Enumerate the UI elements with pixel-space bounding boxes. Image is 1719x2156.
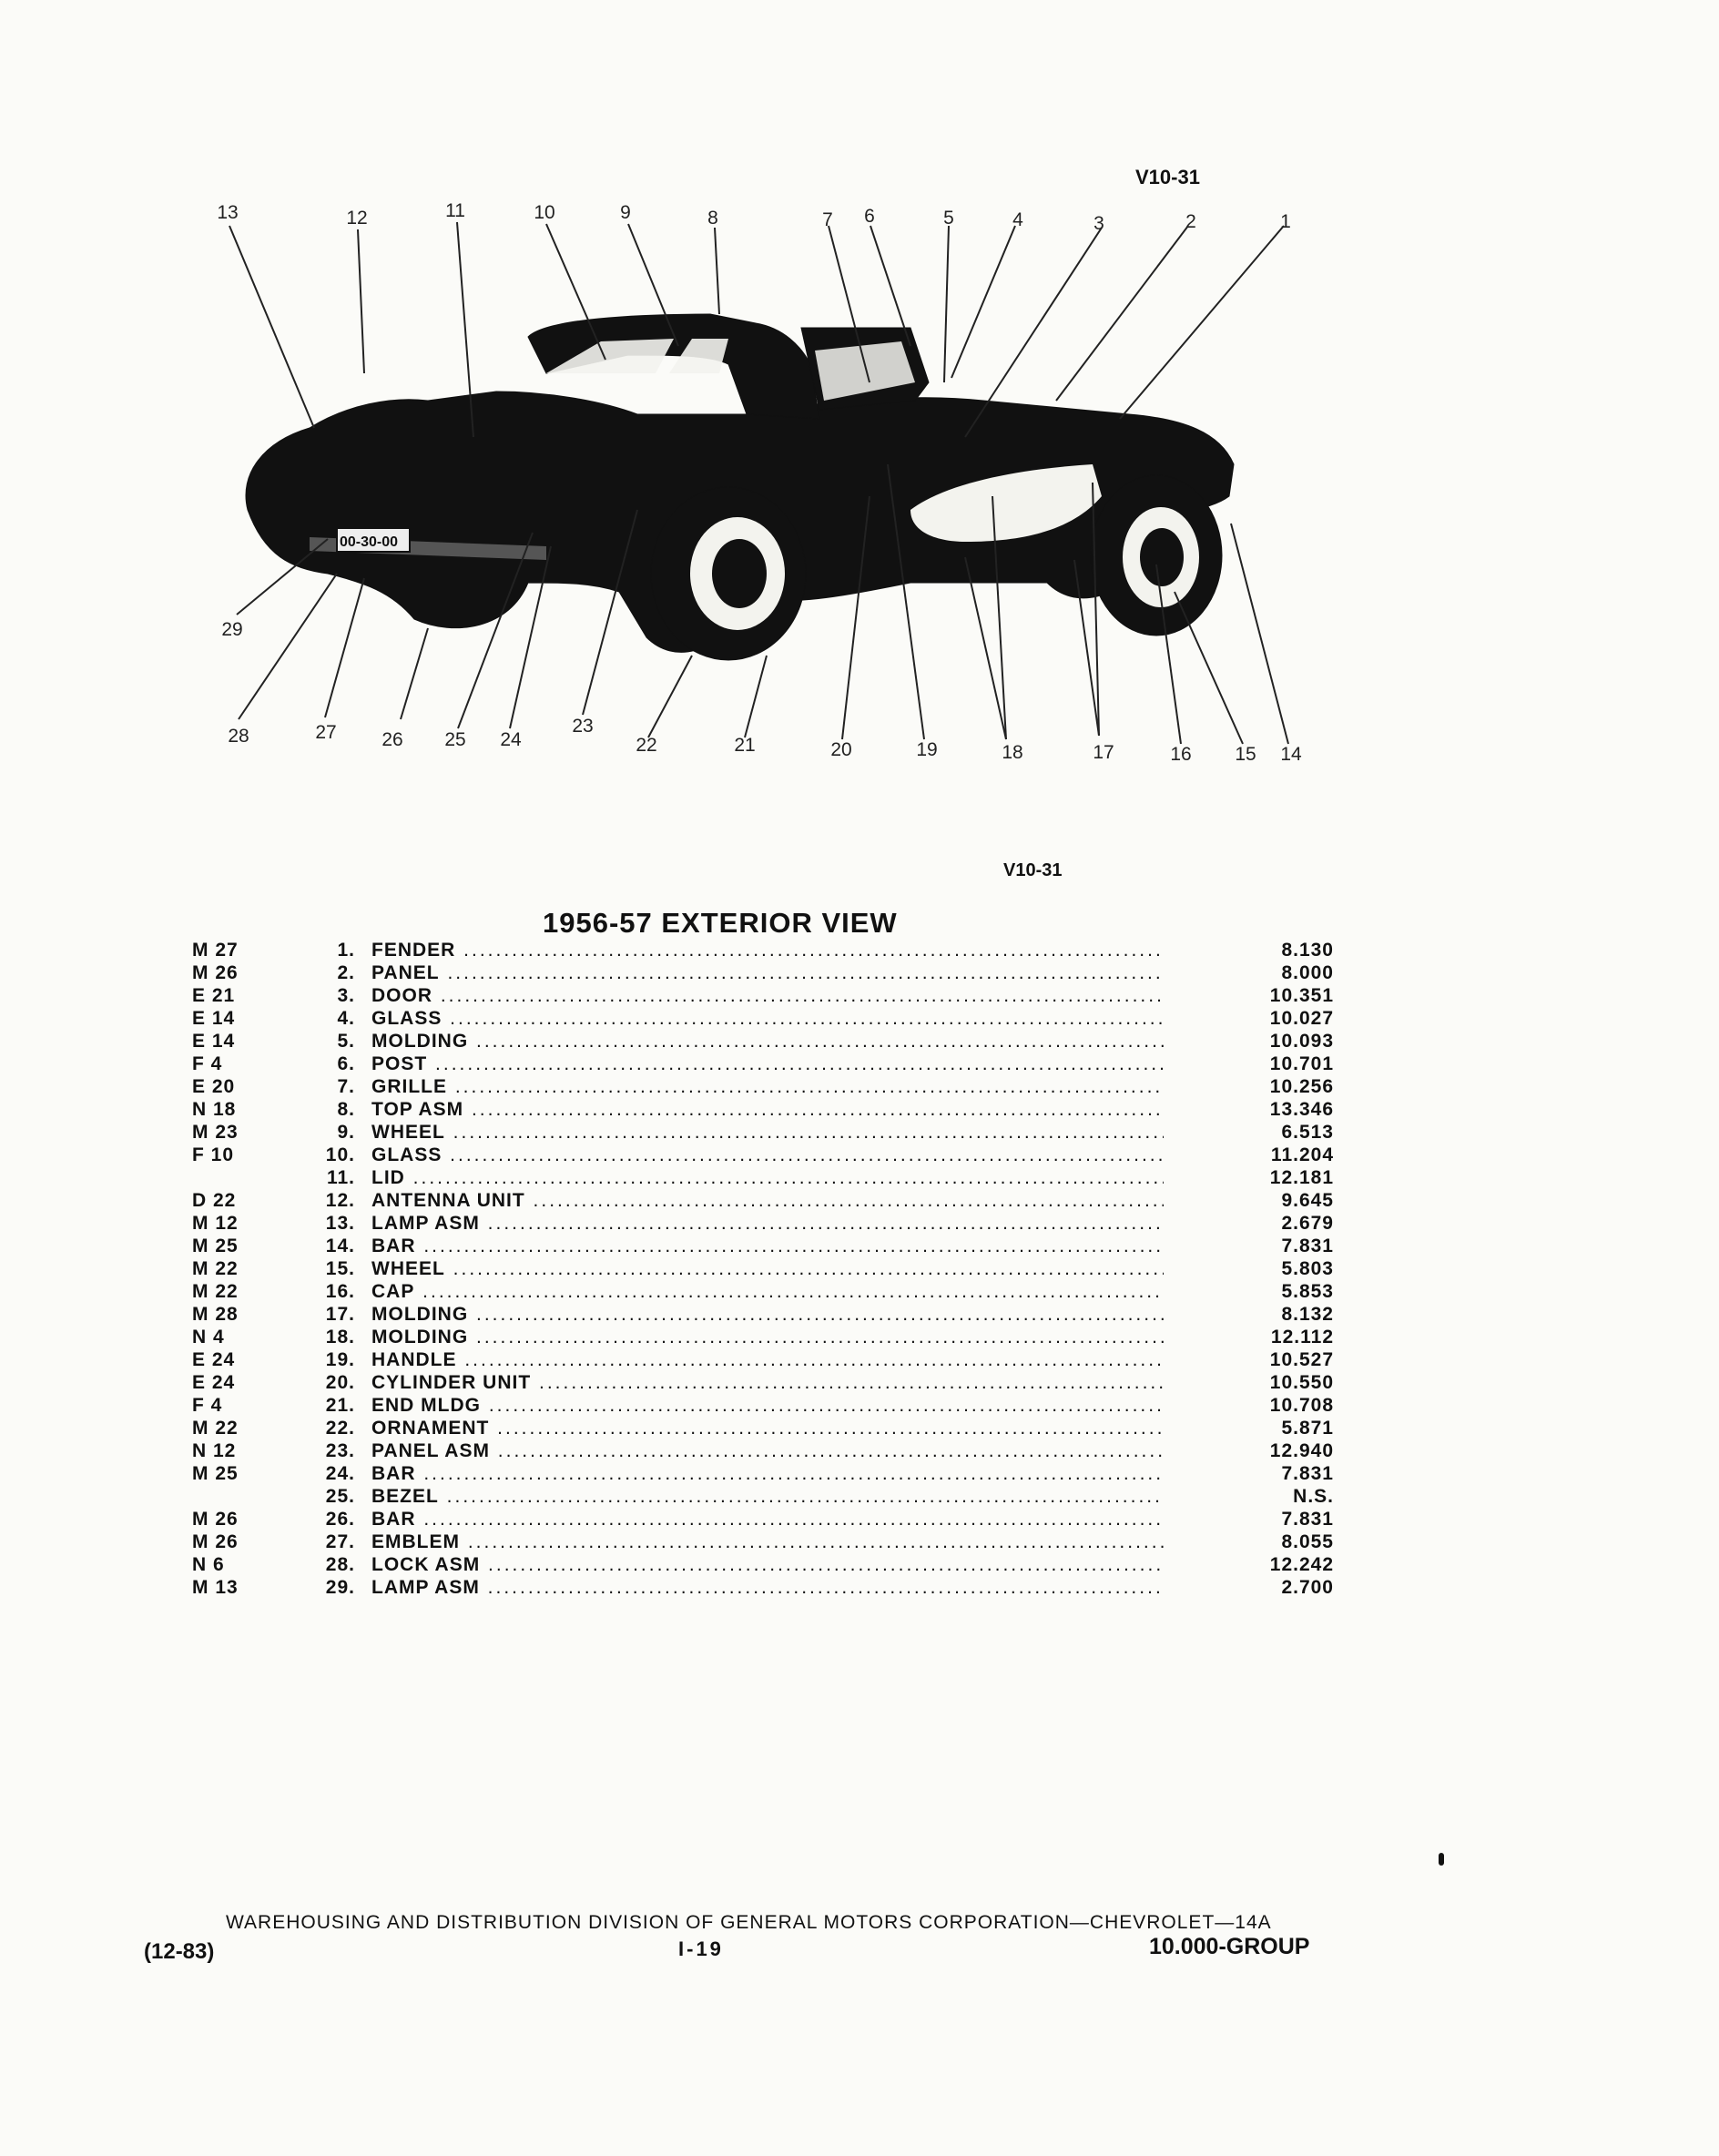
license-plate-text: 00-30-00 [340,534,399,550]
rear-hubcap [712,539,767,608]
section-ref: M 23 [192,1122,239,1143]
group-number: 5.871 [1281,1418,1334,1439]
section-ref: M 22 [192,1281,239,1302]
footer-group: 10.000-GROUP [1149,1934,1310,1959]
leader-14 [1231,524,1288,744]
item-number: 27. [325,1531,355,1552]
group-number: 8.055 [1281,1531,1334,1552]
part-name: LAMP ASM ..... [371,1213,1164,1235]
callout-4: 4 [1012,209,1023,230]
item-number: 4. [337,1008,355,1029]
item-number: 5. [337,1031,355,1052]
list-item [0,1531,1719,1554]
part-name: MOLDING ..... [371,1031,1164,1053]
group-number: 12.112 [1270,1327,1334,1348]
leader-12 [358,229,364,373]
callout-2: 2 [1185,211,1196,232]
list-item [0,940,1719,962]
section-ref: M 13 [192,1577,239,1598]
section-ref: E 24 [192,1372,236,1393]
item-number: 23. [325,1440,355,1461]
list-item [0,1167,1719,1190]
callout-7: 7 [822,209,833,230]
leader-8 [715,228,719,314]
part-name: BAR ..... [371,1509,1164,1531]
footer-page-number: I-19 [678,1937,724,1960]
callout-1: 1 [1280,211,1291,232]
item-number: 17. [325,1304,355,1325]
leader-18a [965,557,1006,739]
leader-2 [1056,226,1188,401]
item-number: 24. [325,1463,355,1484]
item-number: 16. [325,1281,355,1302]
item-number: 12. [325,1190,355,1211]
group-number: 10.093 [1269,1031,1334,1052]
part-name: DOOR ..... [371,985,1164,1007]
group-number: 10.027 [1269,1008,1334,1029]
list-item [0,1577,1719,1600]
part-name: ORNAMENT ..... [371,1418,1164,1439]
item-number: 1. [337,940,355,961]
group-number: 2.679 [1281,1213,1334,1234]
callout-6: 6 [864,206,875,227]
callout-21: 21 [734,735,756,756]
part-name: PANEL ..... [371,962,1164,984]
part-name: TOP ASM ..... [371,1099,1164,1121]
item-number: 9. [337,1122,355,1143]
item-number: 13. [325,1213,355,1234]
group-number: 7.831 [1281,1236,1334,1256]
list-item [0,1395,1719,1418]
item-number: 25. [325,1486,355,1507]
section-ref: E 21 [192,985,236,1006]
list-item [0,1304,1719,1327]
item-number: 20. [325,1372,355,1393]
group-number: 11.204 [1270,1144,1334,1165]
section-ref: F 10 [192,1144,235,1165]
part-name: END MLDG ..... [371,1395,1164,1417]
list-item [0,1031,1719,1053]
callout-18: 18 [1002,742,1023,763]
item-number: 3. [337,985,355,1006]
part-name: ANTENNA UNIT ..... [371,1190,1164,1212]
section-ref: M 25 [192,1463,239,1484]
part-name: MOLDING ..... [371,1304,1164,1326]
leader-1 [1120,226,1284,419]
section-ref: M 22 [192,1258,239,1279]
front-hubcap [1140,528,1184,586]
list-item [0,1440,1719,1463]
group-number: 12.181 [1269,1167,1334,1188]
callout-3: 3 [1093,213,1104,234]
group-number: 10.351 [1269,985,1334,1006]
part-name: BAR ..... [371,1463,1164,1485]
callout-25: 25 [444,729,466,750]
list-item [0,1486,1719,1509]
group-number: 10.708 [1269,1395,1334,1416]
callout-12: 12 [346,208,368,229]
callout-9: 9 [620,202,631,223]
group-number: 7.831 [1281,1463,1334,1484]
list-item [0,985,1719,1008]
section-ref: M 27 [192,940,239,961]
item-number: 11. [326,1167,355,1188]
callout-8: 8 [707,208,718,229]
list-item [0,1099,1719,1122]
group-number: 8.000 [1281,962,1334,983]
section-ref: M 28 [192,1304,239,1325]
callout-11: 11 [445,200,465,221]
figure-code-bottom: V10-31 [1003,860,1063,880]
part-name: FENDER ..... [371,940,1164,961]
part-name: LOCK ASM ..... [371,1554,1164,1576]
item-number: 29. [325,1577,355,1598]
list-item [0,1236,1719,1258]
list-item [0,1122,1719,1144]
part-name: BAR ..... [371,1236,1164,1257]
part-name: WHEEL ..... [371,1122,1164,1144]
callout-23: 23 [572,716,594,737]
list-item [0,1463,1719,1486]
part-name: POST ..... [371,1053,1164,1075]
leader-27 [325,578,364,717]
group-number: 5.803 [1281,1258,1334,1279]
part-name: EMBLEM ..... [371,1531,1164,1553]
leader-28 [239,574,337,719]
footer-division: WAREHOUSING AND DISTRIBUTION DIVISION OF GENERAL MOTORS CORPORATION—CHEVROLET—14A [226,1912,1272,1933]
section-ref: F 4 [192,1053,223,1074]
callout-24: 24 [500,729,522,750]
section-ref: E 20 [192,1076,236,1097]
callout-17: 17 [1093,742,1114,763]
callout-13: 13 [217,202,239,223]
callout-19: 19 [916,739,938,760]
item-number: 21. [325,1395,355,1416]
section-ref: M 26 [192,962,239,983]
group-number: 10.256 [1269,1076,1334,1097]
section-ref: E 24 [192,1349,236,1370]
page-title: 1956-57 EXTERIOR VIEW [543,907,898,939]
part-name: GRILLE ..... [371,1076,1164,1098]
item-number: 15. [325,1258,355,1279]
list-item [0,1418,1719,1440]
section-ref: E 14 [192,1031,236,1052]
group-number: 5.853 [1281,1281,1334,1302]
list-item [0,1053,1719,1076]
callout-20: 20 [830,739,852,760]
group-number: 8.132 [1281,1304,1334,1325]
section-ref: D 22 [192,1190,237,1211]
item-number: 14. [325,1236,355,1256]
callout-29: 29 [221,619,243,640]
leader-15 [1175,592,1243,744]
leader-4 [951,226,1015,378]
group-number: 9.645 [1281,1190,1334,1211]
part-name: HANDLE ..... [371,1349,1164,1371]
list-item [0,1327,1719,1349]
item-number: 7. [337,1076,355,1097]
leader-13 [229,226,314,428]
list-item [0,1554,1719,1577]
item-number: 28. [325,1554,355,1575]
stray-mark [1439,1853,1444,1866]
group-number: 12.940 [1269,1440,1334,1461]
figure-code-top: V10-31 [1135,166,1200,188]
part-name: CAP ..... [371,1281,1164,1303]
group-number: 13.346 [1269,1099,1334,1120]
part-name: LID ..... [371,1167,1164,1189]
part-name: MOLDING ..... [371,1327,1164,1348]
group-number: 7.831 [1281,1509,1334,1530]
item-number: 26. [325,1509,355,1530]
part-name: WHEEL ..... [371,1258,1164,1280]
group-number: 6.513 [1281,1122,1334,1143]
group-number: 2.700 [1281,1577,1334,1598]
part-name: CYLINDER UNIT ..... [371,1372,1164,1394]
callout-10: 10 [534,202,555,223]
callout-22: 22 [636,735,657,756]
section-ref: M 26 [192,1509,239,1530]
item-number: 2. [337,962,355,983]
callout-5: 5 [943,208,954,229]
list-item [0,1509,1719,1531]
section-ref: M 12 [192,1213,239,1234]
list-item [0,1008,1719,1031]
list-item [0,1213,1719,1236]
list-item [0,1281,1719,1304]
car-exterior-illustration [0,0,1719,819]
item-number: 6. [337,1053,355,1074]
list-item [0,1190,1719,1213]
leader-21 [745,656,767,737]
callout-15: 15 [1235,744,1256,765]
group-number: 10.701 [1269,1053,1334,1074]
section-ref: F 4 [192,1395,223,1416]
group-number: 8.130 [1281,940,1334,961]
list-item [0,1144,1719,1167]
part-name: BEZEL ..... [371,1486,1164,1508]
section-ref: M 26 [192,1531,239,1552]
item-number: 19. [325,1349,355,1370]
section-ref: M 25 [192,1236,239,1256]
item-number: 18. [325,1327,355,1348]
group-number: 10.527 [1269,1349,1334,1370]
section-ref: N 18 [192,1099,237,1120]
section-ref: E 14 [192,1008,236,1029]
section-ref: N 12 [192,1440,237,1461]
group-number: N.S. [1293,1486,1334,1507]
part-name: GLASS ..... [371,1144,1164,1166]
callout-28: 28 [228,726,249,747]
leader-26 [401,628,428,719]
item-number: 8. [337,1099,355,1120]
leader-22 [648,656,692,737]
list-item [0,1349,1719,1372]
part-name: PANEL ASM ..... [371,1440,1164,1462]
leader-5 [944,226,949,382]
section-ref: N 4 [192,1327,225,1348]
callout-26: 26 [381,729,403,750]
item-number: 22. [325,1418,355,1439]
callout-16: 16 [1170,744,1192,765]
callout-27: 27 [315,722,337,743]
list-item [0,1076,1719,1099]
part-name: GLASS ..... [371,1008,1164,1030]
part-name: LAMP ASM ..... [371,1577,1164,1599]
group-number: 10.550 [1269,1372,1334,1393]
list-item [0,962,1719,985]
group-number: 12.242 [1269,1554,1334,1575]
list-item [0,1258,1719,1281]
item-number: 10. [325,1144,355,1165]
section-ref: M 22 [192,1418,239,1439]
footer-date: (12-83) [144,1939,215,1964]
section-ref: N 6 [192,1554,225,1575]
callout-14: 14 [1280,744,1302,765]
list-item [0,1372,1719,1395]
